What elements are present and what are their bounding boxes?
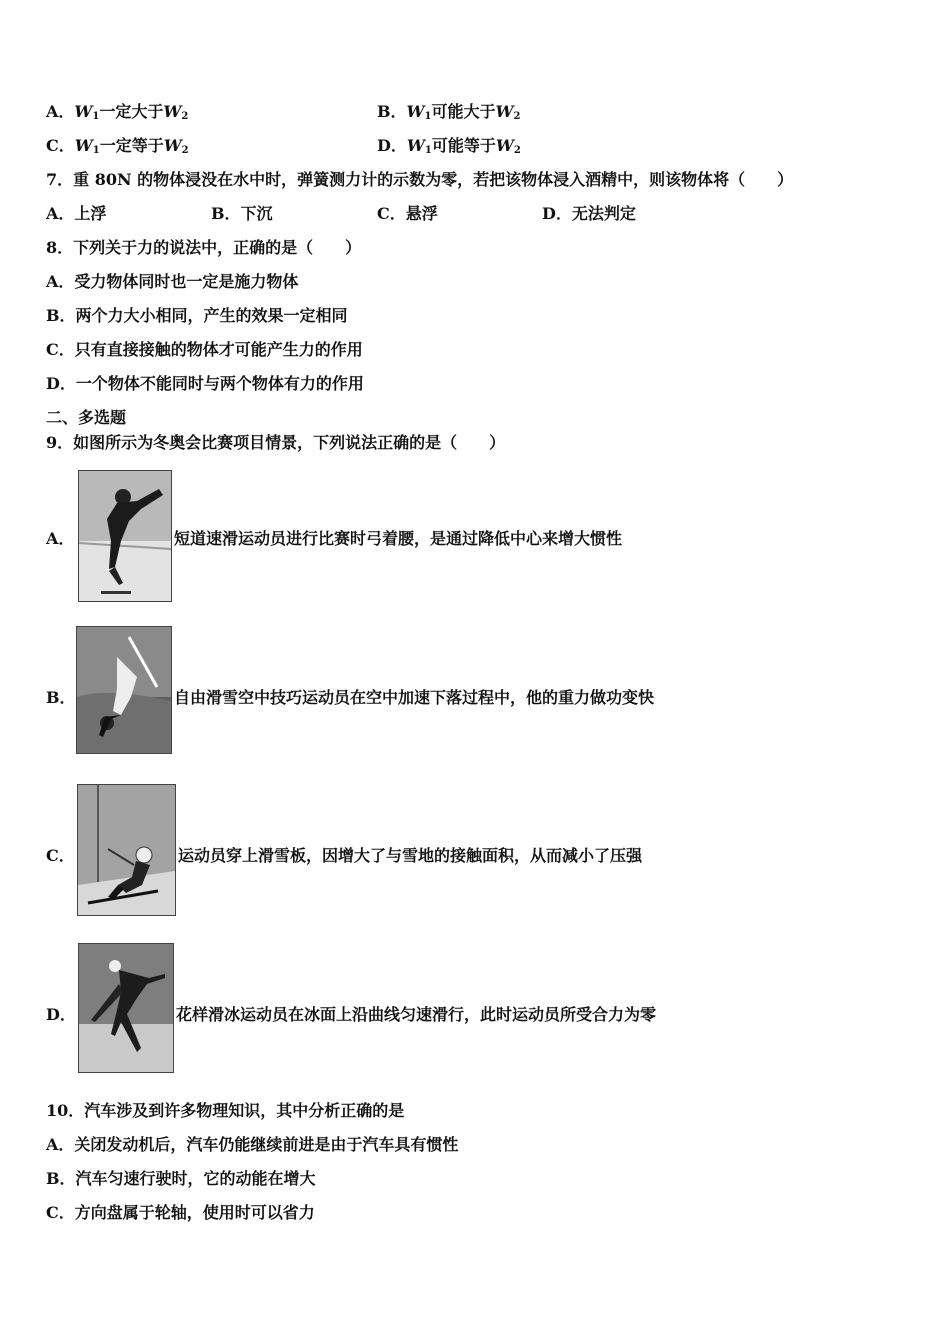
q9-option-c-text: 运动员穿上滑雪板，因增大了与雪地的接触面积，从而减小了压强	[178, 846, 643, 865]
q7-stem: 7．重 80N 的物体浸没在水中时，弹簧测力计的示数为零，若把该物体浸入酒精中，则该物体将（ ）	[46, 170, 794, 189]
skier-photo	[77, 784, 176, 916]
q7-option-b: B．下沉	[211, 204, 273, 223]
q8-stem: 8．下列关于力的说法中，正确的是（ ）	[46, 238, 362, 257]
q6-option-b: B．$W_1$可能大于$W_2$	[377, 102, 521, 122]
speed-skater-photo	[78, 470, 172, 602]
q9-option-b-text: 自由滑雪空中技巧运动员在空中加速下落过程中，他的重力做功变快	[174, 688, 655, 707]
q7-option-d: D．无法判定	[542, 204, 636, 223]
q9-option-c-label: C．	[46, 846, 75, 865]
q7-option-c: C．悬浮	[377, 204, 438, 223]
q10-option-b: B．汽车匀速行驶时，它的动能在增大	[46, 1169, 316, 1188]
q6-option-a: A．$W_1$一定大于$W_2$	[46, 102, 189, 122]
q8-option-d: D．一个物体不能同时与两个物体有力的作用	[46, 374, 364, 393]
q6-option-d: D．$W_1$可能等于$W_2$	[377, 136, 521, 156]
q8-option-c: C．只有直接接触的物体才可能产生力的作用	[46, 340, 363, 359]
q9-option-a-text: 短道速滑运动员进行比赛时弓着腰，是通过降低中心来增大惯性	[174, 529, 623, 548]
q6-option-c: C．$W_1$一定等于$W_2$	[46, 136, 189, 156]
q9-stem: 9．如图所示为冬奥会比赛项目情景，下列说法正确的是（ ）	[46, 433, 506, 452]
q9-option-d-label: D．	[46, 1005, 76, 1024]
q9-option-d-text: 花样滑冰运动员在冰面上沿曲线匀速滑行，此时运动员所受合力为零	[176, 1005, 657, 1024]
q10-option-a: A．关闭发动机后，汽车仍能继续前进是由于汽车具有惯性	[46, 1135, 459, 1154]
section-heading: 二、多选题	[46, 408, 127, 427]
q7-option-a: A．上浮	[46, 204, 107, 223]
q9-option-a-label: A．	[46, 529, 75, 548]
figure-skater-photo	[78, 943, 174, 1073]
q10-stem: 10．汽车涉及到许多物理知识，其中分析正确的是	[46, 1101, 405, 1120]
q8-option-a: A．受力物体同时也一定是施力物体	[46, 272, 299, 291]
q9-option-b-label: B．	[46, 688, 76, 707]
q10-option-c: C．方向盘属于轮轴，使用时可以省力	[46, 1203, 315, 1222]
aerial-skier-photo	[76, 626, 172, 754]
q8-option-b: B．两个力大小相同，产生的效果一定相同	[46, 306, 348, 325]
